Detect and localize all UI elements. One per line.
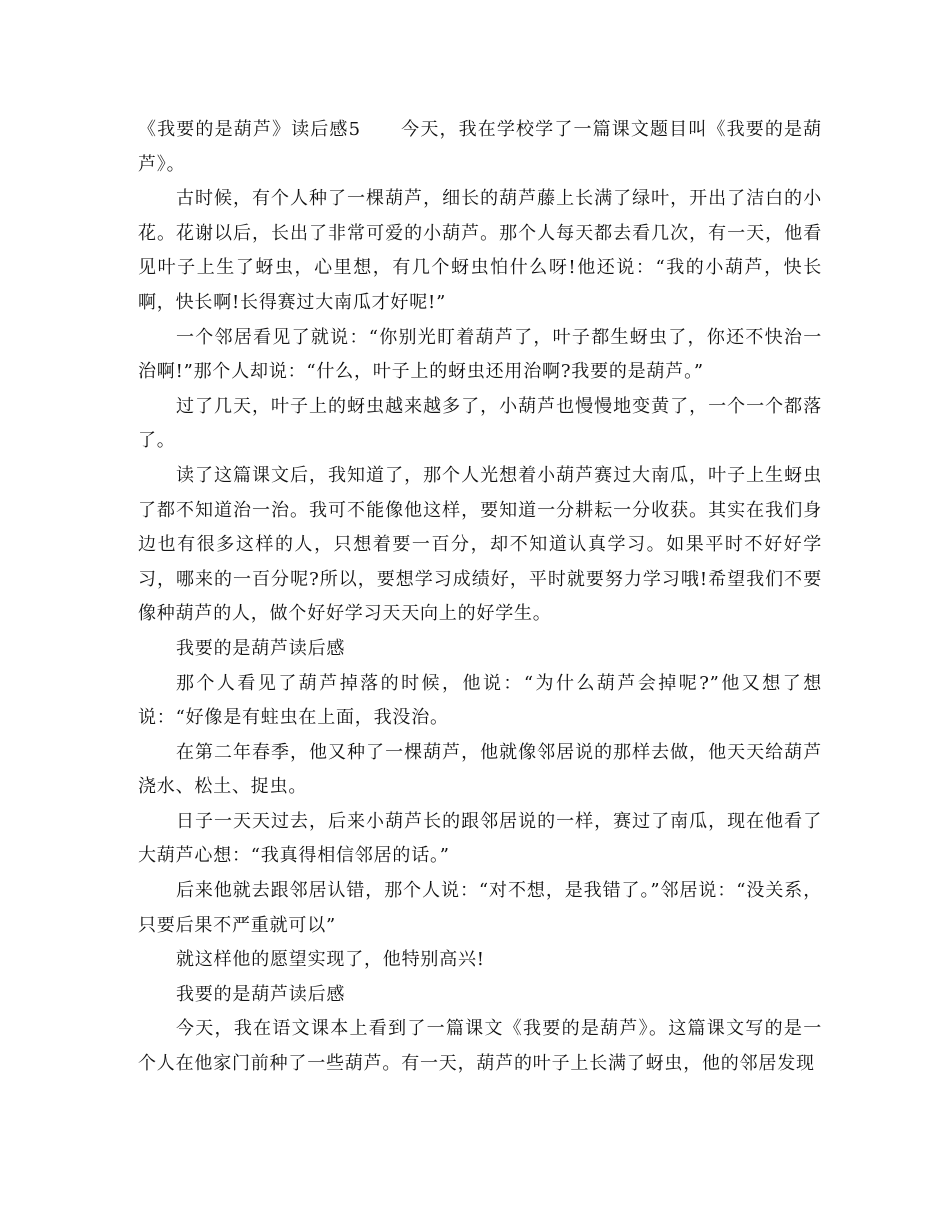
section-heading-2: 我要的是葫芦读后感 (176, 983, 346, 1005)
document-title: 《我要的是葫芦》读后感5 (138, 119, 361, 140)
paragraph-7: 在第二年春季，他又种了一棵葫芦，他就像邻居说的那样去做，他天天给葫芦浇水、松土、捉虫。 (138, 741, 822, 798)
paragraph-3: 一个邻居看见了就说：“你别光盯着葫芦了，叶子都生蚜虫了，你还不快治一治啊!”那个人却说：“什么，叶子上的蚜虫还用治啊?我要的是葫芦。” (138, 326, 822, 383)
paragraph-11: 今天，我在语文课本上看到了一篇课文《我要的是葫芦》。这篇课文写的是一个人在他家门前种了一些葫芦。有一天，葫芦的叶子上长满了蚜虫，他的邻居发现 (138, 1018, 822, 1075)
section-heading-1: 我要的是葫芦读后感 (176, 637, 346, 659)
paragraph-4: 过了几天，叶子上的蚜虫越来越多了，小葫芦也慢慢地变黄了，一个一个都落了。 (138, 395, 822, 452)
paragraph-1 (138, 113, 822, 182)
paragraph-5: 读了这篇课文后，我知道了，那个人光想着小葫芦赛过大南瓜，叶子上生蚜虫了都不知道治一治。我可不能像他这样，要知道一分耕耘一分收获。其实在我们身边也有很多这样的人，只想着要一百分，却不知道认真学习。如果平时不好好学习，哪来的一百分呢?所以，要想学习成绩好，平时就要努力学习哦!希望我们不要像种葫芦的人，做个好好学习天天向上的好学生。 (138, 464, 822, 625)
paragraph-9: 后来他就去跟邻居认错，那个人说：“对不想，是我错了。”邻居说：“没关系，只要后果不严重就可以” (138, 880, 822, 936)
paragraph-8: 日子一天天过去，后来小葫芦长的跟邻居说的一样，赛过了南瓜，现在他看了大葫芦心想：“我真得相信邻居的话。” (138, 810, 822, 867)
paragraph-6: 那个人看见了葫芦掉落的时候，他说：“为什么葫芦会掉呢?”他又想了想说：“好像是有蛀虫在上面，我没治。 (138, 672, 822, 729)
paragraph-1-text: 今天，我在学校学了一篇课文题目叫《我要的是葫芦》。 (138, 119, 822, 175)
paragraph-10: 就这样他的愿望实现了，他特别高兴! (176, 949, 485, 971)
paragraph-2: 古时候，有个人种了一棵葫芦，细长的葫芦藤上长满了绿叶，开出了洁白的小花。花谢以后，长出了非常可爱的小葫芦。那个人每天都去看几次，有一天，他看见叶子上生了蚜虫，心里想，有几个蚜虫怕什么呀!他还说：“我的小葫芦，快长啊，快长啊!长得赛过大南瓜才好呢!” (138, 188, 822, 313)
document-body (138, 113, 822, 1082)
